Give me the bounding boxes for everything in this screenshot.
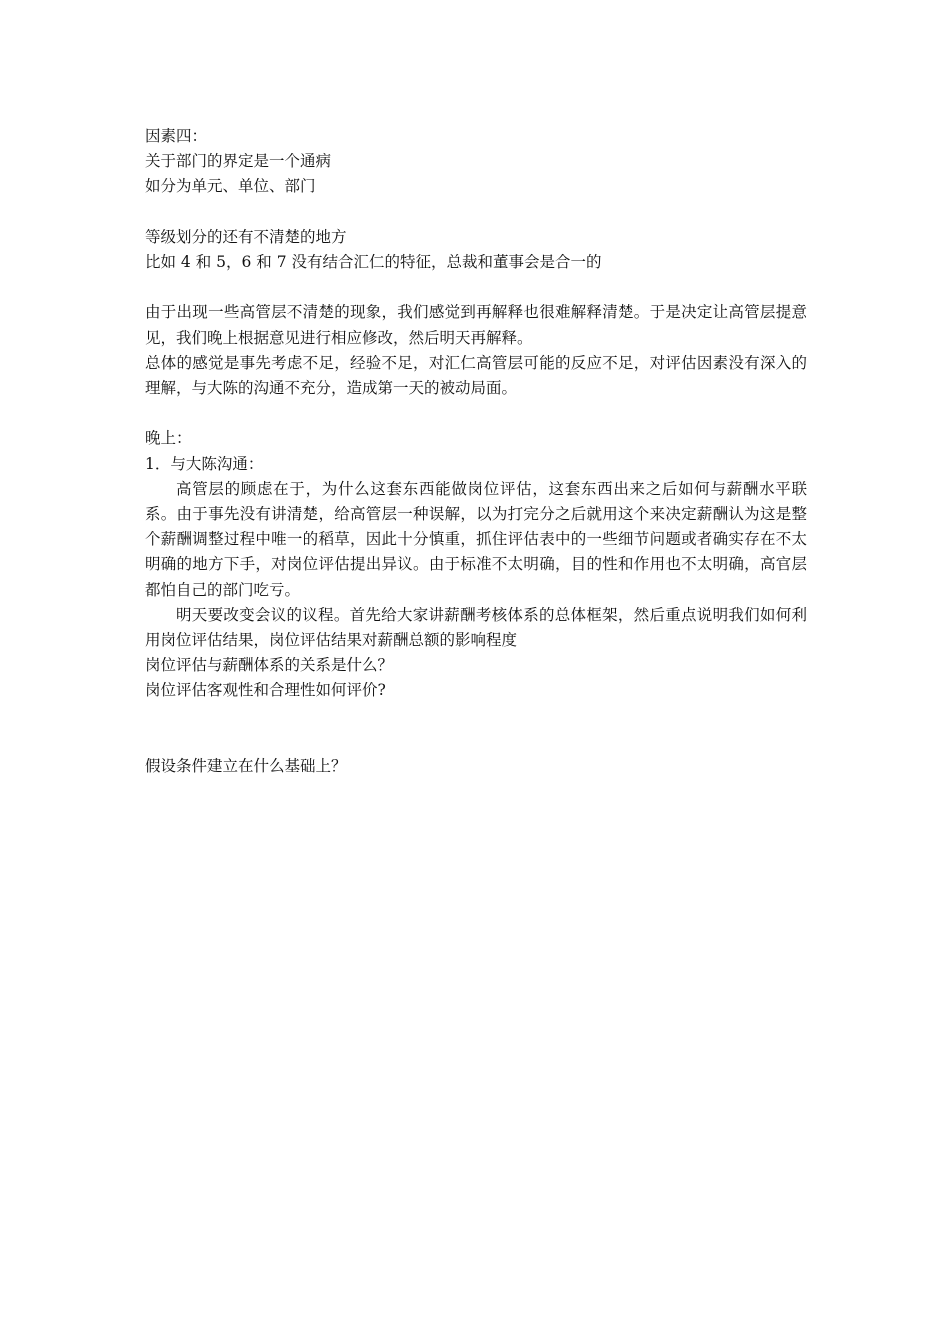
paragraph: 明天要改变会议的议程。首先给大家讲薪酬考核体系的总体框架，然后重点说明我们如何利用岗位评估结果，岗位评估结果对薪酬总额的影响程度	[145, 605, 807, 650]
blank-line	[145, 704, 807, 754]
question-line: 岗位评估客观性和合理性如何评价?	[145, 681, 386, 700]
paragraph: 由于出现一些高管层不清楚的现象，我们感觉到再解释也很难解释清楚。于是决定让高管层提意见，我们晚上根据意见进行相应修改，然后明天再解释。	[145, 303, 807, 347]
section-heading: 因素四：	[145, 127, 208, 145]
document-body	[145, 124, 807, 779]
text-line: 比如 4 和 5，6 和 7 没有结合汇仁的特征，总裁和董事会是合一的	[145, 253, 602, 271]
question-line: 岗位评估与薪酬体系的关系是什么？	[145, 656, 394, 675]
text-line: 关于部门的界定是一个通病	[145, 152, 332, 171]
blank-line	[145, 401, 807, 426]
list-item-title: 1．与大陈沟通：	[145, 454, 264, 473]
text-line: 等级划分的还有不清楚的地方	[145, 227, 347, 246]
paragraph: 高管层的顾虑在于，为什么这套东西能做岗位评估，这套东西出来之后如何与薪酬水平联系。由于事先没有讲清楚，给高管层一种误解，以为打完分之后就用这个来决定薪酬认为这是整个薪酬调整过程中唯一的稻草，因此十分慎重，抓住评估表中的一些细节问题或者确实存在不太明确的地方下手，对岗位评估提出异议。由于标准不太明确，目的性和作用也不太明确，高官层都怕自己的部门吃亏。	[145, 479, 807, 599]
text-line: 如分为单元、单位、部门	[145, 177, 316, 196]
section-heading: 晚上：	[145, 429, 192, 448]
blank-line	[145, 275, 807, 300]
question-line: 假设条件建立在什么基础上？	[145, 757, 347, 776]
paragraph: 总体的感觉是事先考虑不足，经验不足，对汇仁高管层可能的反应不足，对评估因素没有深入的理解，与大陈的沟通不充分，造成第一天的被动局面。	[145, 353, 807, 397]
blank-line	[145, 200, 807, 225]
